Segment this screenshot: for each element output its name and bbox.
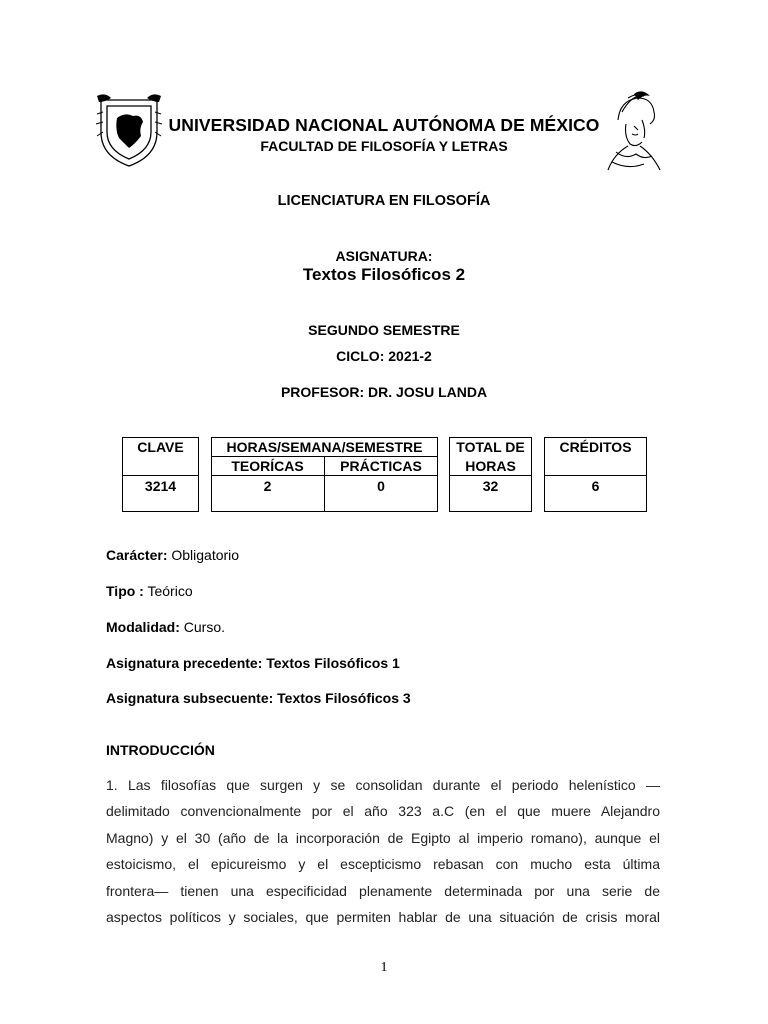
modalidad-value: Curso. [179, 619, 226, 635]
clave-divider [122, 475, 199, 476]
intro-paragraph [106, 772, 660, 930]
intro-line: 1. Las filosofías que surgen y se consolidan durante el periodo helenístico — [106, 777, 660, 793]
clave-header: CLAVE [137, 439, 184, 455]
tipo-label: Tipo : [106, 583, 144, 599]
practice-header: PRÁCTICAS [340, 458, 422, 474]
theory-header: TEORÍCAS [231, 458, 304, 474]
tipo-field [106, 583, 193, 599]
intro-line: Magno) y el 30 (año de la incorporación de Egipto al imperio romano), aunque el [106, 829, 660, 846]
cycle: CICLO: 2021-2 [336, 348, 432, 364]
total-header-line1: TOTAL DE [456, 439, 525, 455]
total-value: 32 [482, 478, 499, 494]
credits-value: 6 [591, 478, 600, 494]
credits-divider [544, 475, 647, 476]
modalidad-field [106, 619, 225, 635]
modalidad-label: Modalidad: [106, 619, 180, 635]
subject-label: ASIGNATURA: [335, 248, 433, 264]
precedente-field: Asignatura precedente: Textos Filosóficos 1 [106, 655, 400, 671]
caracter-field [106, 547, 239, 563]
intro-line: estoicismo, el epicureismo y el escepticismo rebasan con mucho esta última [106, 856, 660, 873]
practice-value: 0 [377, 478, 385, 494]
total-divider [449, 475, 532, 476]
semester: SEGUNDO SEMESTRE [308, 322, 460, 338]
tipo-value: Teórico [143, 583, 193, 599]
clave-value: 3214 [144, 478, 177, 494]
theory-value: 2 [263, 478, 272, 494]
caracter-label: Carácter: [106, 547, 168, 563]
intro-line: frontera— tienen una especificidad plenamente determinada por una serie de [106, 882, 660, 899]
intro-heading: INTRODUCCIÓN [106, 742, 215, 758]
credits-header: CRÉDITOS [559, 439, 632, 455]
intro-line: delimitado convencionalmente por el año 323 a.C (en el que muere Alejandro [106, 803, 660, 820]
faculty-name: FACULTAD DE FILOSOFÍA Y LETRAS [260, 138, 508, 154]
subject-name: Textos Filosóficos 2 [302, 265, 466, 284]
intro-line: aspectos políticos y sociales, que permiten hablar de una situación de crisis moral [106, 908, 660, 925]
professor: PROFESOR: DR. JOSU LANDA [280, 384, 488, 400]
page-number: 1 [380, 960, 388, 975]
subsecuente-field: Asignatura subsecuente: Textos Filosóficos 3 [106, 690, 411, 706]
university-name: UNIVERSIDAD NACIONAL AUTÓNOMA DE MÉXICO [168, 115, 600, 135]
program-name: LICENCIATURA EN FILOSOFÍA [277, 193, 491, 209]
caracter-value: Obligatorio [167, 547, 240, 563]
hours-header: HORAS/SEMANA/SEMESTRE [226, 439, 423, 455]
total-header-line2: HORAS [465, 458, 516, 474]
